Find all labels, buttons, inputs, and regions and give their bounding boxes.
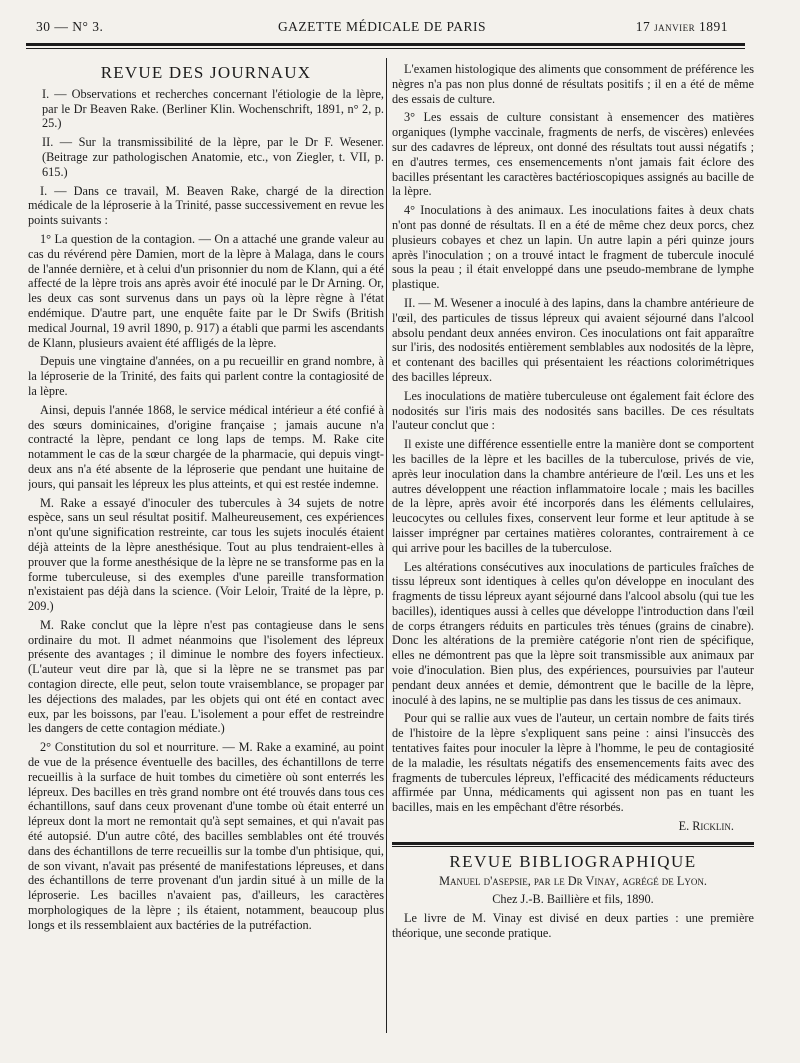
paragraph: L'examen histologique des aliments que consomment de préférence les nègres n'a pas non plus donné de résultats positifs ; il en a été de même des essais de culture.	[392, 62, 754, 106]
paragraph: Le livre de M. Vinay est divisé en deux parties : une première théorique, une seconde pratique.	[392, 911, 754, 941]
paragraph: 1° La question de la contagion. — On a attaché une grande valeur au cas du révérend père Damien, mort de la lèpre à Malaga, dans le cours de l'année dernière, et à celui d'un prisonnier du nom de Klann, qui a été affecté de la lèpre trois ans après avoir été inoculé par le Dr Arning. Or, les deux cas sont survenus dans un pays où la lèpre règne à l'état endémique. D'autre part, une enquête faite par le Dr Swifs (British medical Journal, 19 avril 1890, p. 917) a établi que parmi les ascendants de Klann, plusieurs avaient été affligés de la lèpre.	[28, 231, 384, 350]
book-publisher-line: Chez J.-B. Baillière et fils, 1890.	[492, 892, 654, 907]
section-rule-thin	[392, 846, 754, 847]
section-title: REVUE DES JOURNAUX	[100, 63, 312, 82]
author-signature: E. Ricklin.	[678, 819, 734, 834]
paragraph: 3° Les essais de culture consistant à ensemencer des matières organiques (lymphe vaccinale, fragments de nerfs, de viscères) enlevées sur des cadavres de lépreux, ont donné des résultats tout aussi négatifs ; en d'autres termes, ces ensemencements n'ont jamais fait éclore des bacilles présentant les caractères bactérioscopiques assignés au bacille de la lèpre.	[392, 110, 754, 199]
issue-date: 17 janvier 1891	[635, 19, 728, 34]
section-rule	[392, 842, 754, 845]
paragraph: Les altérations consécutives aux inoculations de particules fraîches de tissu lépreux sont identiques à celles qu'on développe en inoculant des fragments de tissu lépreux ayant séjourné dans l'alcool absolu (qui tue les bacilles), identiques aussi à celles que développe l'introduction dans l'œil de corps étrangers réduits en particules très ténues (grains de cinabre). Donc les altérations de la première catégorie n'ont rien de spécifique, elles ne démontrent pas que la lèpre soit transmissible aux animaux par voie d'inoculation. Bien plus, des expériences, poursuivies par l'auteur pendant deux années et demie, démontrent que le bacille de la lèpre, inoculé à des lapins, ne se multiplie pas dans les tissus de ces animaux.	[392, 559, 754, 707]
journal-name: GAZETTE MÉDICALE DE PARIS	[277, 19, 487, 34]
section2-title: REVUE BIBLIOGRAPHIQUE	[449, 851, 697, 871]
page-number: 30 — N° 3.	[36, 19, 104, 34]
paragraph: 2° Constitution du sol et nourriture. — M. Rake a examiné, au point de vue de la présence éventuelle des bacilles, des échantillons de terre recueillis à la surface de huit tombes du cimetière où sont enterrés les lépreux. Des bacilles en très grand nombre ont été trouvés dans tous ces échantillons, sauf dans ceux provenant d'une tombe où était enterré un lépreux dont la mort ne remontait qu'à sept semaines, et qui n'avait pas été autopsié. D'un autre côté, des bacilles semblables ont été trouvés dans des échantillons de terre recueillis sur la tombe d'un phtisique, qui, de son vivant, n'avait pas présenté de manifestations lépreuses, et dans des échantillons de terre provenant d'un jardin situé à un mille de la léproserie. Les bacilles n'avaient pas, d'ailleurs, les caractères morphologiques de la lèpre ; ils étaient, notamment, beaucoup plus longs et ils ressemblaient aux bactéries de la putréfaction.	[28, 740, 384, 932]
paragraph: Pour qui se rallie aux vues de l'auteur, un certain nombre de faits tirés de l'histoire de la lèpre s'expliquent sans peine : ainsi l'insuccès des tentatives faites pour inoculer la lèpre à l'homme, le peu de contagiosité de la maladie, les résultats négatifs des ensemencements faits avec des fragments de tubercules lépreux, l'efficacité des médicaments réducteurs affirmée par Unna, médicaments qui agissent non pas en tuant les bacilles, mais en les empêchant d'être résorbés.	[392, 711, 754, 815]
paragraph: II. — M. Wesener a inoculé à des lapins, dans la chambre antérieure de l'œil, des particules de tissus lépreux qui avaient séjourné dans l'alcool absolu pendant deux années environ. Ces inoculations ont fait apparaître sur l'iris, des nodosités entièrement semblables aux nodosités de la lèpre, et contenant des bacilles qui présentaient les réactions colorimétriques des bacilles lépreux.	[392, 295, 754, 384]
reference-2: II. — Sur la transmissibilité de la lèpre, par le Dr F. Wesener. (Beitrage zur pathologischen Anatomie, etc., von Ziegler, t. VII, p. 615.)	[42, 135, 384, 179]
right-column	[392, 62, 754, 1047]
paragraph: 4° Inoculations à des animaux. Les inoculations faites à deux chats n'ont pas donné de résultats. Il en a été de même chez deux porcs, chez plusieurs cobayes et chez un lapin. Un autre lapin a péri quinze jours après l'inoculation ; on a trouvé intact le fragment de tubercule inoculé sous la peau ; il était enveloppé dans une pseudo-membrane de lymphe plastique.	[392, 203, 754, 292]
left-column	[28, 62, 384, 1042]
header-rule-thin	[26, 48, 745, 49]
paragraph: Il existe une différence essentielle entre la manière dont se comportent les bacilles de la lèpre et les bacilles de la tuberculose, privés de vie, après leur inoculation dans la chambre antérieure de l'œil. Les uns et les autres développent une réaction inflammatoire locale ; mais les bacilles de la lèpre, après avoir été incorporés dans les éléments cellulaires, leucocytes ou cellules fixes, conservent leur forme et leur aptitude à se laisser imprégner par certaines matières colorantes, contrairement à ce qui arrive pour les bacilles de la tuberculose.	[392, 437, 754, 555]
paragraph: Ainsi, depuis l'année 1868, le service médical intérieur a été confié à des sœurs dominicaines, d'origine française ; jamais aucune n'a contracté la lèpre, pendant ce long laps de temps. M. Rake cite notamment le cas de la sœur chargée de la pharmacie, qui depuis vingt-deux ans n'a été absente de la léproserie que pendant une huitaine de jours, qui pansait les lépreux les plus atteints, et qui est restée indemne.	[28, 402, 384, 491]
paragraph: M. Rake conclut que la lèpre n'est pas contagieuse dans le sens ordinaire du mot. Il admet néanmoins que l'isolement des lépreux présente des avantages ; il diminue le nombre des foyers infectieux. (L'auteur veut dire par là, que si la lèpre ne se transmet pas par contagion directe, elle peut, selon toute vraisemblance, se propager par les déjections des malades, par les objets qui ont été en contact avec eux, par les boissons, par l'eau. L'isolement a pour effet de restreindre les dangers de cette contagion médiate.)	[28, 617, 384, 736]
column-divider	[386, 58, 387, 1033]
page-header	[36, 19, 728, 39]
paragraph: Depuis une vingtaine d'années, on a pu recueillir en grand nombre, à la léproserie de la Trinité, des faits qui parlent contre la contagiosité de la lèpre.	[28, 354, 384, 398]
paragraph: Les inoculations de matière tuberculeuse ont également fait éclore des nodosités sur l'iris mais des nodosités sans bacilles. De ces résultats l'auteur conclut que :	[392, 388, 754, 433]
reference-1: I. — Observations et recherches concernant l'étiologie de la lèpre, par le Dr Beaven Rake. (Berliner Klin. Wochenschrift, 1891, n° 2, p. 25.)	[42, 86, 384, 131]
book-title-line: Manuel d'asepsie, par le Dr Vinay, agrégé de Lyon.	[439, 873, 707, 888]
paragraph: M. Rake a essayé d'inoculer des tubercules à 34 sujets de notre espèce, sans un seul résultat positif. Malheureusement, ces expériences n'ont qu'une signification restreinte, car tous les sujets inoculés étaient déjà atteints de la lèpre anesthésique. Tout au plus tendraient-elles à prouver que la forme anesthésique de la lèpre ne se transforme pas en la forme tuberculeuse, si des exemples d'une pareille transformation n'existaient pas déjà dans la science. (Voir Leloir, Traité de la lèpre, p. 209.)	[28, 495, 384, 614]
header-rule	[26, 43, 745, 46]
paragraph: I. — Dans ce travail, M. Beaven Rake, chargé de la direction médicale de la léproserie à la Trinité, passe successivement en revue les points suivants :	[28, 183, 384, 228]
